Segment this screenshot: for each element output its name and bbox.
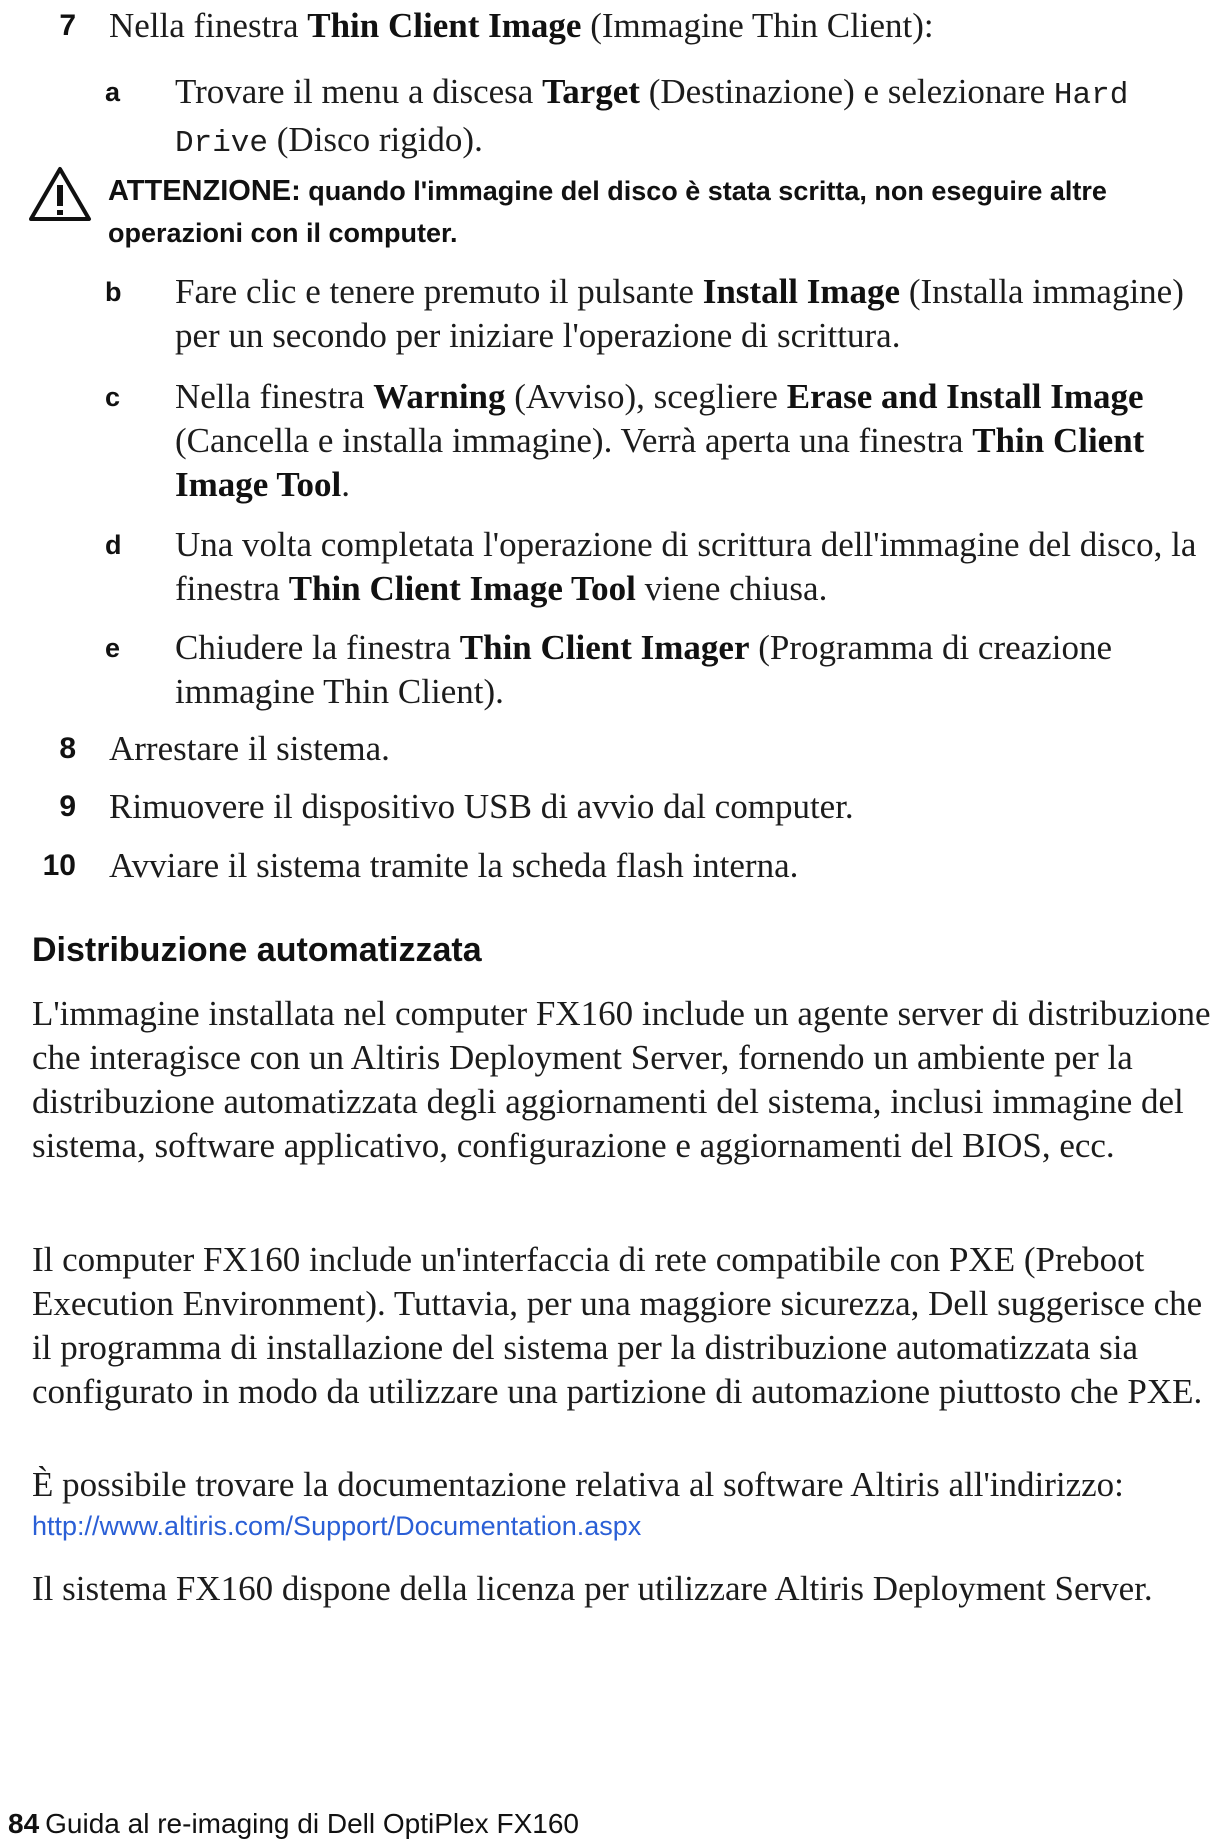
step-text: Rimuovere il dispositivo USB di avvio dal computer. [109,787,854,826]
substep-text: Nella finestra Warning (Avviso), scegliere Erase and Install Image (Cancella e installa immagine). Verrà aperta una finestra Thin Client Image Tool. [175,377,1145,504]
step-number: 10 [42,849,76,882]
paragraph: Il computer FX160 include un'interfaccia di rete compatibile con PXE (Preboot Execution Environment). Tuttavia, per una maggiore sicurezza, Dell suggerisce che il programma di installazione del sistema per la distribuzione automatizzata sia configurato in modo da utilizzare una partizione di automazione piuttosto che PXE. [32,1240,1203,1411]
paragraph: Il sistema FX160 dispone della licenza per utilizzare Altiris Deployment Server. [32,1569,1153,1608]
step-number: 7 [59,9,76,42]
substep-letter: c [105,382,121,412]
step-number: 8 [59,732,76,765]
paragraph: È possibile trovare la documentazione relativa al software Altiris all'indirizzo: [32,1465,1124,1504]
page-number: 84 [8,1808,40,1839]
substep-text: Trovare il menu a discesa Target (Destinazione) e selezionare Hard Drive (Disco rigido). [175,72,1129,161]
paragraph: L'immagine installata nel computer FX160 include un agente server di distribuzione che interagisce con un Altiris Deployment Server, fornendo un ambiente per la distribuzione automatizzata degli aggiornamenti del sistema, inclusi immagine del sistema, software applicativo, configurazione e aggiornamenti del BIOS, ecc. [32,994,1211,1165]
step-text: Nella finestra Thin Client Image (Immagine Thin Client): [109,6,934,45]
documentation-link[interactable]: http://www.altiris.com/Support/Documentation.aspx [32,1511,642,1541]
substep-text: Chiudere la finestra Thin Client Imager (Programma di creazione immagine Thin Client). [175,628,1112,711]
substep-text: Una volta completata l'operazione di scrittura dell'immagine del disco, la finestra Thin Client Image Tool viene chiusa. [175,525,1197,608]
step-text: Arrestare il sistema. [109,729,390,768]
substep-text: Fare clic e tenere premuto il pulsante Install Image (Installa immagine) per un secondo per iniziare l'operazione di scrittura. [175,272,1184,355]
section-heading: Distribuzione automatizzata [32,931,482,969]
step-text: Avviare il sistema tramite la scheda flash interna. [109,846,799,885]
substep-letter: e [105,633,121,663]
substep-letter: d [105,530,122,560]
page-footer [8,1807,579,1841]
substep-letter: a [105,77,121,107]
substep-letter: b [105,277,122,307]
footer-title: Guida al re-imaging di Dell OptiPlex FX160 [45,1808,579,1839]
caution-text: ATTENZIONE: quando l'immagine del disco è stata scritta, non eseguire altre operazioni con il computer. [108,175,1107,248]
step-number: 9 [59,790,76,823]
warning-icon [28,166,92,222]
